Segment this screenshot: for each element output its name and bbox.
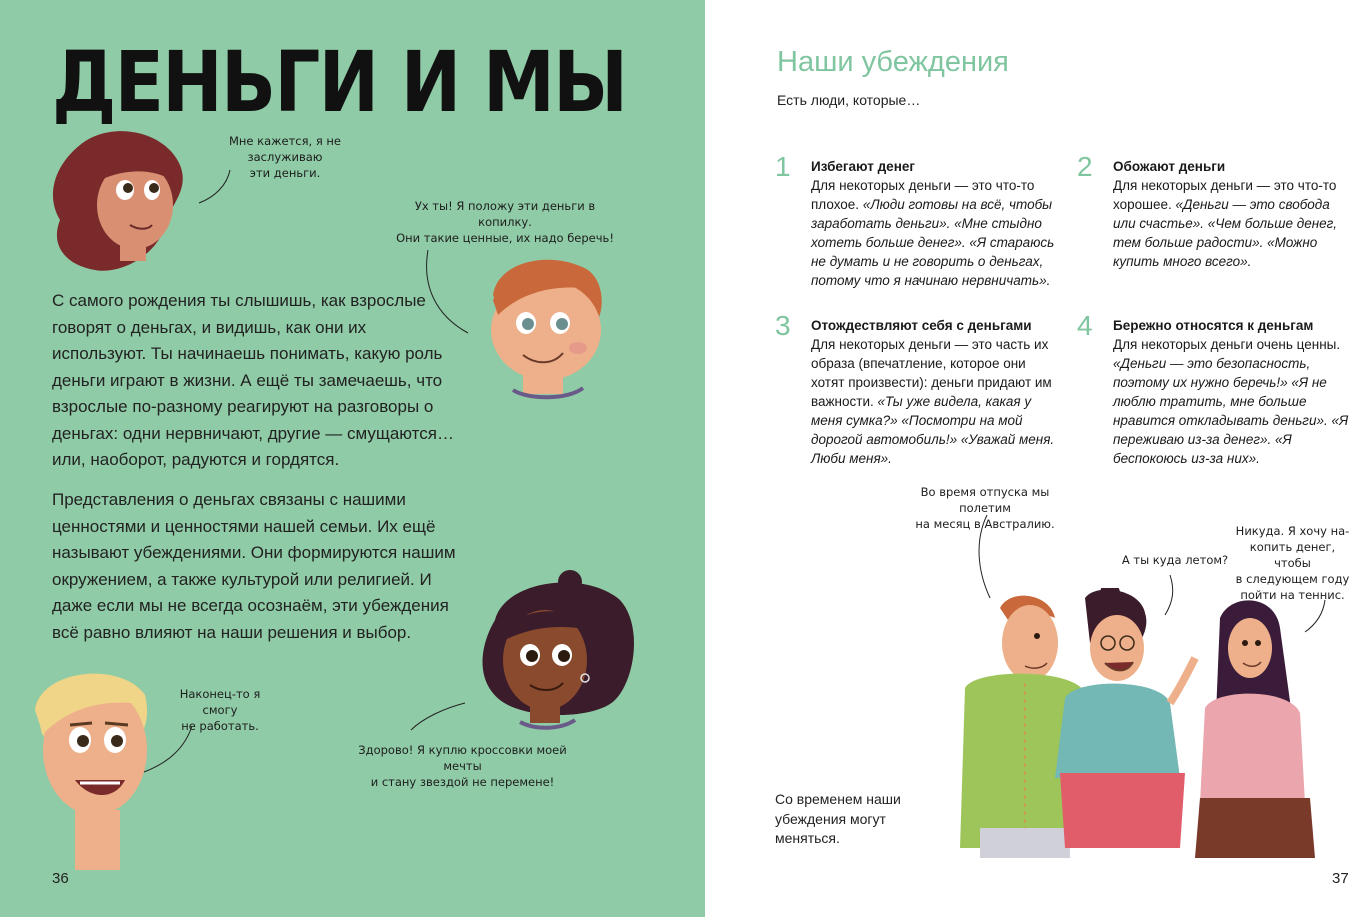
page-number-right: 37: [1332, 870, 1349, 887]
man-blond-illustration: [20, 655, 160, 870]
speech-tail-girl-red: [195, 165, 245, 205]
page-title: ДЕНЬГИ И МЫ: [52, 33, 627, 131]
belief-2: [1077, 151, 1353, 271]
belief-number: 4: [1077, 310, 1093, 341]
speech-bubble-girl-red: Мне кажется, я не заслуживаю эти деньги.: [228, 134, 342, 180]
right-page: [705, 0, 1357, 917]
belief-text: Для некоторых деньги очень ценны.: [1113, 337, 1341, 352]
belief-number: 3: [775, 310, 791, 341]
speech-bubble-boy-right: Во время отпуска мы полетим на месяц в Австралию.: [915, 485, 1055, 531]
page-number-left: 36: [52, 870, 69, 887]
footnote-text: Со временем наши убеждения могут меняться.: [775, 791, 901, 846]
speech-bubble-girl-curly: Здорово! Я куплю кроссовки моей мечты и стану звездой не перемене!: [358, 743, 567, 789]
three-people-illustration: [955, 588, 1335, 868]
belief-quote: «Люди готовы на всё, чтобы заработать деньги». «Мне стыдно хотеть больше денег». «Я стараюсь не думать и не говорить о деньгах, потому что я начинаю нервничать».: [811, 197, 1055, 288]
belief-quote: «Деньги — это свобода или счастье». «Чем больше денег, тем больше радости». «Можно купить много всего».: [1113, 197, 1338, 269]
belief-quote: «Ты уже видела, какая у меня сумка?» «Посмотри на мой дорогой автомобиль!» «Уважай меня. Люби меня».: [811, 394, 1055, 466]
belief-title: Бережно относятся к деньгам: [1113, 318, 1314, 333]
belief-text: Для некоторых деньги — это что-то хорошее.: [1113, 178, 1337, 212]
girl-curly-hair-illustration: [465, 570, 645, 735]
belief-number: 2: [1077, 151, 1093, 182]
belief-1: [775, 151, 1071, 290]
girl-red-hair-illustration: [40, 125, 200, 280]
belief-title: Отождествляют себя с деньгами: [811, 318, 1032, 333]
speech-tail-girl-curly: [405, 700, 475, 735]
body-paragraph-1: С самого рождения ты слышишь, как взрослые говорят о деньгах, и видишь, как они их используют. Ты начинаешь понимать, какую роль деньги играют в жизни. А ещё ты замечаешь, что взрослые по-разному реагируют на разговоры о деньгах: одни нервничают, другие — смущаются… или, наоборот, радуются и гордятся.: [52, 291, 454, 469]
speech-bubble-woman-right: А ты куда летом?: [1121, 553, 1229, 567]
belief-text: Для некоторых деньги — это часть их образа (впечатление, которое они хотят произвести): деньги придают им важности.: [811, 337, 1052, 409]
speech-tail-man-blond: [140, 722, 200, 777]
belief-3: [775, 310, 1061, 468]
speech-bubble-boy-ginger: Ух ты! Я положу эти деньги в копилку. Они такие ценные, их надо беречь!: [396, 199, 614, 245]
body-paragraph-2: Представления о деньгах связаны с нашими ценностями и ценностями нашей семьи. Их ещё называют убеждениями. Они формируются нашим окружением, а также культурой или религией. И даже если мы не всегда осознаём, эти убеждения всё равно влияют на наши решения и выбор.: [52, 490, 456, 642]
boy-ginger-illustration: [478, 250, 613, 400]
intro-text: Есть люди, которые…: [777, 92, 921, 108]
belief-title: Обожают деньги: [1113, 159, 1226, 174]
speech-bubble-man-blond: Наконец-то я смогу не работать.: [179, 687, 261, 733]
section-title: Наши убеждения: [777, 46, 1009, 78]
belief-quote: «Деньги — это безопасность, поэтому их нужно беречь!» «Я не люблю тратить, мне больше нравится откладывать деньги». «Я переживаю из-за денег». «Я беспокоюсь из-за них».: [1113, 356, 1349, 466]
belief-title: Избегают денег: [811, 159, 915, 174]
belief-number: 1: [775, 151, 791, 182]
belief-4: [1077, 310, 1353, 468]
belief-text: Для некоторых деньги — это что-то плохое.: [811, 178, 1035, 212]
speech-bubble-girl-right: Никуда. Я хочу на- копить денег, чтобы в следующем году пойти на теннис.: [1235, 524, 1350, 602]
